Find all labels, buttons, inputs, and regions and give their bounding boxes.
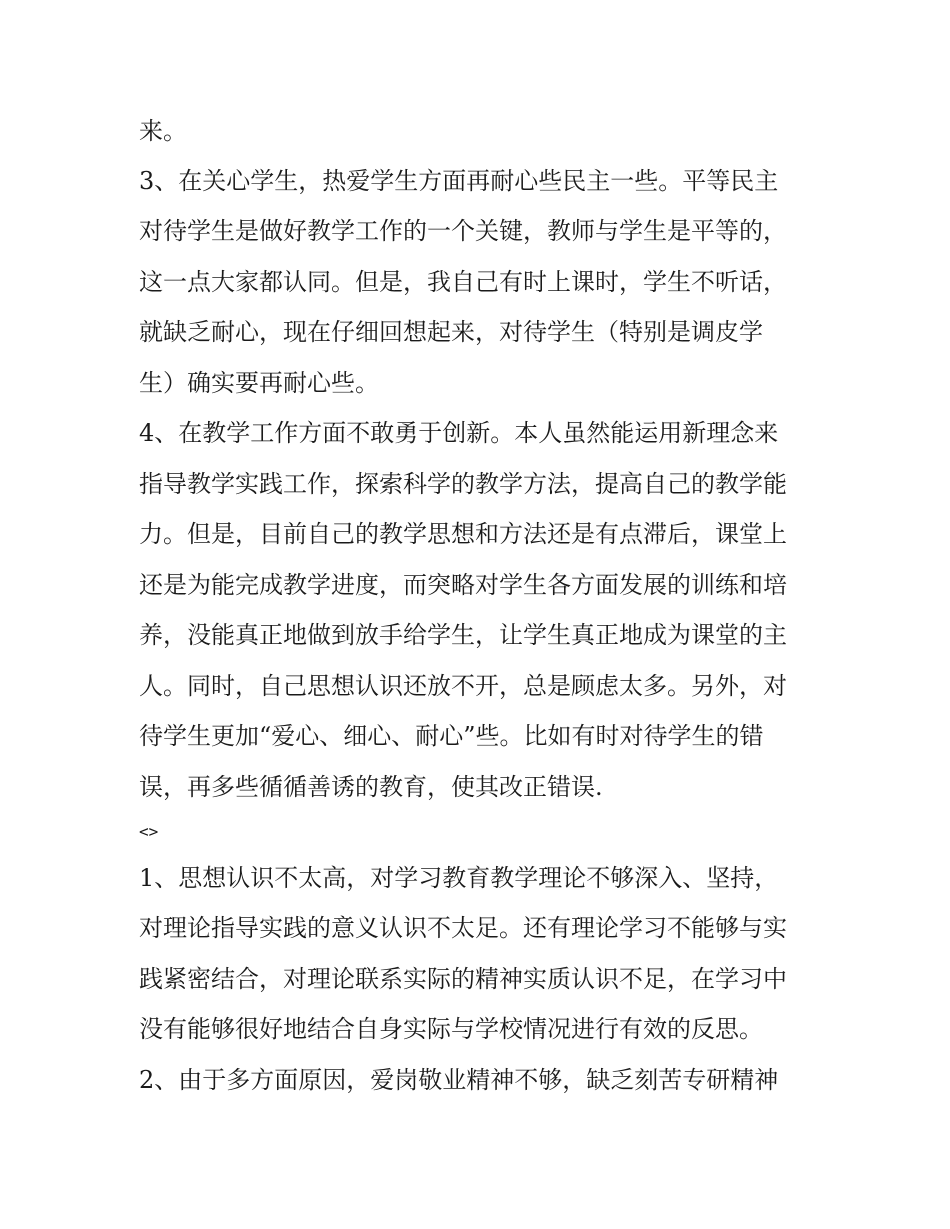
text-line: 还是为能完成教学进度，而突略对学生各方面发展的训练和培 [139, 571, 787, 599]
text-line: 就缺乏耐心，现在仔细回想起来，对待学生（特别是调皮学 [139, 318, 763, 346]
paragraph-4-start: 4、在教学工作方面不敢勇于创新。本人虽然能运用新理念来 [139, 419, 779, 447]
text-line: 对理论指导实践的意义认识不太足。还有理论学习不能够与实 [139, 914, 787, 942]
text-line: 指导教学实践工作，探索科学的教学方法，提高自己的教学能 [139, 470, 787, 498]
text-line: 没有能够很好地结合自身实际与学校情况进行有效的反思。 [139, 1015, 763, 1043]
text-line: 对待学生是做好教学工作的一个关键，教师与学生是平等的， [139, 217, 787, 245]
paragraph-3-start: 3、在关心学生，热爱学生方面再耐心些民主一些。平等民主 [139, 167, 779, 195]
text-line: 这一点大家都认同。但是，我自己有时上课时，学生不听话， [139, 268, 787, 296]
paragraph-1-start: 1、思想认识不太高，对学习教育教学理论不够深入、坚持， [139, 864, 779, 892]
text-line: 养，没能真正地做到放手给学生，让学生真正地成为课堂的主 [139, 621, 787, 649]
section-marker: <> [139, 822, 159, 841]
text-line: 生）确实要再耐心些。 [139, 369, 379, 397]
text-line: 来。 [139, 117, 187, 145]
text-line: 人。同时，自己思想认识还放不开，总是顾虑太多。另外，对 [139, 672, 787, 700]
text-line: 误，再多些循循善诱的教育，使其改正错误. [139, 773, 603, 801]
text-line: 践紧密结合，对理论联系实际的精神实质认识不足，在学习中 [139, 965, 787, 993]
text-line: 力。但是，目前自己的教学思想和方法还是有点滞后，课堂上 [139, 520, 787, 548]
text-line: 待学生更加“爱心、细心、耐心”些。比如有时对待学生的错 [139, 722, 764, 750]
paragraph-2-start: 2、由于多方面原因，爱岗敬业精神不够，缺乏刻苦专研精神 [139, 1066, 779, 1094]
